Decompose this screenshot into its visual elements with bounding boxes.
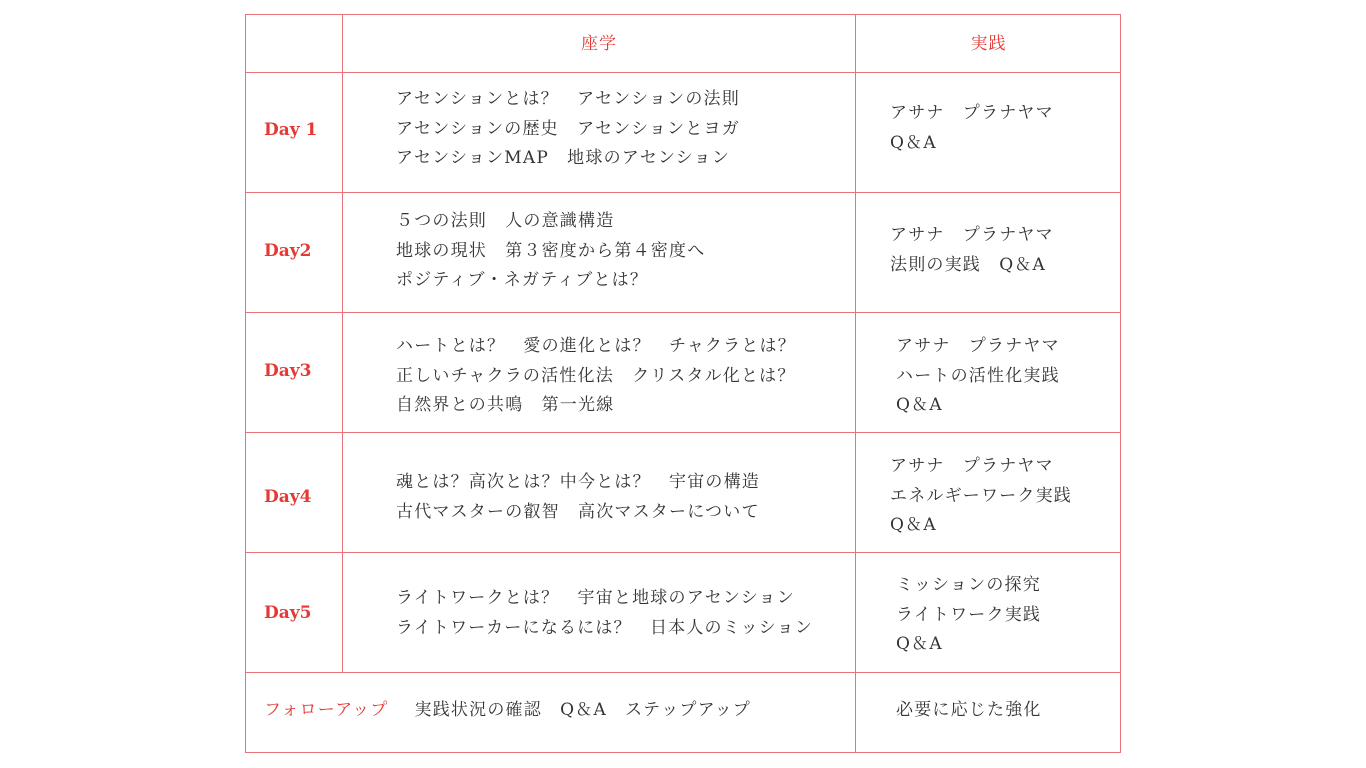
followup-lecture: 実践状況の確認 Q＆A ステップアップ xyxy=(414,700,751,720)
followup-row xyxy=(264,696,751,726)
practice-line: ハートの活性化実践 xyxy=(896,365,1060,386)
row-divider xyxy=(246,72,1120,73)
practice-line: アサナ プラナヤマ xyxy=(890,456,1054,476)
day-label: Day2 xyxy=(264,241,312,261)
lecture-line: 正しいチャクラの活性化法 クリスタル化とは？ xyxy=(396,365,796,386)
column-divider xyxy=(342,15,343,672)
lecture-line: ポジティブ・ネガティブとは？ xyxy=(396,270,649,290)
practice-line: Q＆A xyxy=(896,395,943,415)
practice-topics xyxy=(896,571,1041,660)
lecture-line: アセンションの歴史 アセンションとヨガ xyxy=(396,118,740,139)
practice-line: ライトワーク実践 xyxy=(896,604,1042,625)
lecture-topics xyxy=(396,207,705,296)
followup-practice: 必要に応じた強化 xyxy=(896,700,1042,720)
lecture-line: 地球の現状 第３密度から第４密度へ xyxy=(396,240,706,261)
practice-line: Q＆A xyxy=(896,634,943,654)
schedule-table xyxy=(245,14,1121,753)
followup-label: フォローアップ xyxy=(264,700,389,720)
lecture-topics xyxy=(396,468,760,527)
day-label: Day4 xyxy=(264,487,312,507)
row-divider xyxy=(246,552,1120,553)
practice-line: アサナ プラナヤマ xyxy=(896,336,1060,356)
column-divider xyxy=(855,15,856,753)
practice-topics xyxy=(890,99,1054,158)
practice-line: ミッションの探究 xyxy=(896,575,1041,595)
lecture-topics xyxy=(396,584,813,643)
lecture-line: 自然界との共鳴 第一光線 xyxy=(396,395,615,415)
lecture-line: ライトワーカーになるには？ 日本人のミッション xyxy=(396,617,814,638)
lecture-line: 魂とは？高次とは？中今とは？ 宇宙の構造 xyxy=(396,472,760,492)
day-label: Day5 xyxy=(264,603,312,623)
practice-line: Q＆A xyxy=(890,132,937,153)
practice-line: アサナ プラナヤマ xyxy=(890,225,1054,245)
lecture-line: ライトワークとは？ 宇宙と地球のアセンション xyxy=(396,588,795,608)
row-divider xyxy=(246,672,1120,673)
day-label: Day 1 xyxy=(264,120,318,140)
practice-line: 法則の実践 Q＆A xyxy=(890,254,1047,275)
header-practice: 実践 xyxy=(970,34,1007,54)
lecture-topics xyxy=(396,85,740,174)
practice-topics xyxy=(890,452,1072,541)
row-divider xyxy=(246,312,1120,313)
practice-line: Q＆A xyxy=(890,515,937,535)
day-label: Day3 xyxy=(264,361,312,381)
row-divider xyxy=(246,192,1120,193)
lecture-line: ５つの法則 人の意識構造 xyxy=(396,211,615,231)
lecture-line: アセンションとは？ アセンションの法則 xyxy=(396,89,740,109)
header-lecture: 座学 xyxy=(581,34,617,54)
practice-topics xyxy=(896,332,1060,421)
lecture-line: 古代マスターの叡智 高次マスターについて xyxy=(396,501,760,522)
row-divider xyxy=(246,432,1120,433)
lecture-line: アセンションMAP 地球のアセンション xyxy=(396,148,731,168)
lecture-topics xyxy=(396,332,796,421)
practice-line: エネルギーワーク実践 xyxy=(890,485,1072,506)
lecture-line: ハートとは？ 愛の進化とは？ チャクラとは？ xyxy=(396,336,796,356)
practice-line: アサナ プラナヤマ xyxy=(890,103,1054,123)
practice-topics xyxy=(890,221,1054,280)
